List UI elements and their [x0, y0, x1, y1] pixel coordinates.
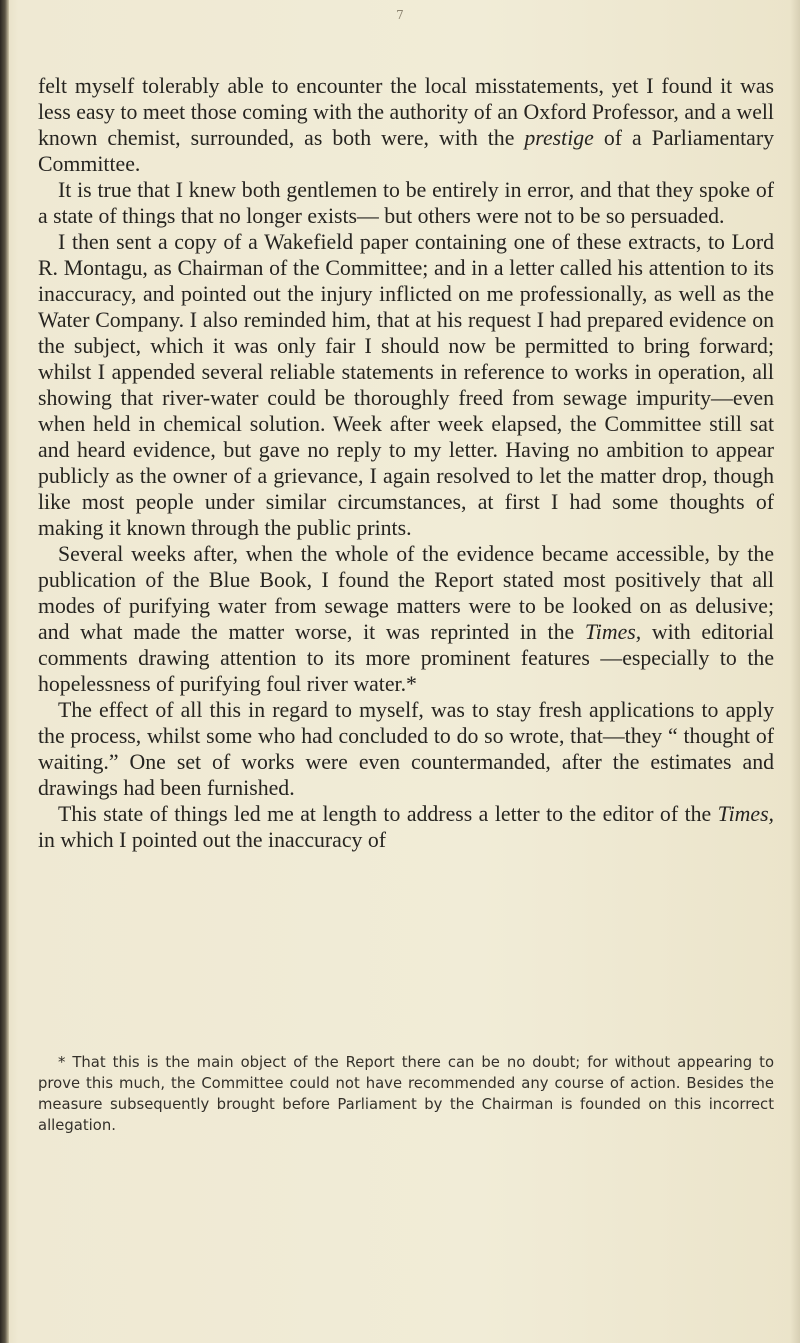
text-run: The effect of all this in regard to myself, was to stay fresh applications to apply the process, whilst some who had concluded to do so wrote, that—they “ thought of waiting.” One set of works were even countermanded, after the estimates and drawings had been furnished.	[38, 698, 774, 800]
paragraph-1	[38, 73, 774, 177]
text-run: in which I pointed out the inaccuracy of	[38, 828, 387, 852]
footnote-text: * That this is the main object of the Report there can be no doubt; for without appearing to prove this much, the Committee could not have recommended any course of action. Besides the measure subsequently brought before Parliament by the Chairman is founded on this incorrect allegation.	[38, 1054, 774, 1134]
text-run: of a Parliamentary Committee.	[38, 126, 774, 176]
page-edge	[790, 0, 800, 1343]
text-run: felt myself tolerably able to encounter the local misstatements, yet I found it was less easy to meet those coming with the authority of an Oxford Professor, and a well known chemist, surrounded, as both were, with the	[38, 74, 774, 150]
footnote	[38, 1052, 774, 1136]
paragraph-5	[38, 697, 774, 801]
italic-text-run: Times,	[584, 620, 642, 644]
italic-text-run: Times,	[717, 802, 774, 826]
paragraph-3	[38, 229, 774, 541]
book-spine-shadow	[0, 0, 9, 1343]
text-run: with editorial comments drawing attention to its more prominent features —especially to the hopelessness of purifying foul river water.*	[38, 620, 774, 696]
paragraph-4	[38, 541, 774, 697]
paragraph-6	[38, 801, 774, 853]
paragraph-2	[38, 177, 774, 229]
text-run: This state of things led me at length to address a letter to the editor of the	[58, 802, 718, 826]
italic-text-run: prestige	[524, 126, 594, 150]
page-number: 7	[396, 8, 404, 22]
text-run: It is true that I knew both gentlemen to be entirely in error, and that they spoke of a state of things that no longer exists— but others were not to be so persuaded.	[38, 178, 774, 228]
body-text	[38, 73, 774, 853]
text-run: I then sent a copy of a Wakefield paper containing one of these extracts, to Lord R. Montagu, as Chairman of the Committee; and in a letter called his attention to its inaccuracy, and pointed out the injury inflicted on me professionally, as well as the Water Company. I also reminded him, that at his request I had prepared evidence on the subject, which it was only fair I should now be permitted to bring forward; whilst I appended several reliable statements in reference to works in operation, all showing that river-water could be thoroughly freed from sewage impurity—even when held in chemical solution. Week after week elapsed, the Committee still sat and heard evidence, but gave no reply to my letter. Having no ambition to appear publicly as the owner of a grievance, I again resolved to let the matter drop, though like most people under similar circumstances, at first I had some thoughts of making it known through the public prints.	[38, 230, 774, 540]
text-run: Several weeks after, when the whole of the evidence became accessible, by the publication of the Blue Book, I found the Report stated most positively that all modes of purifying water from sewage matters were to be looked on as delusive; and what made the matter worse, it was reprinted in the	[38, 542, 774, 644]
